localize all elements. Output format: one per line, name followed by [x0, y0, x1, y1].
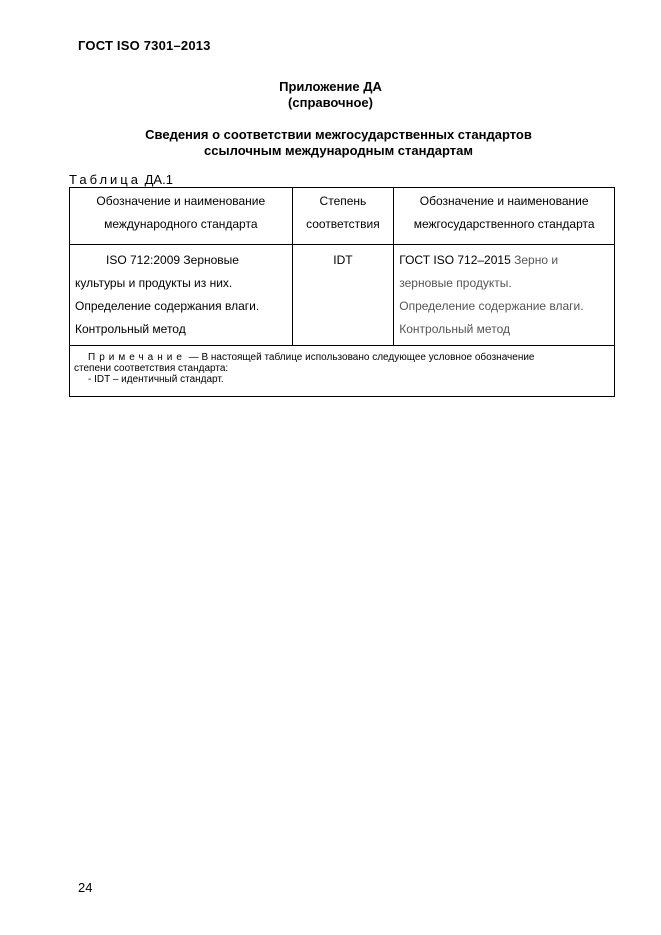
table-caption [69, 173, 173, 187]
interstate-standard-line: зерновые продукты. [399, 276, 512, 290]
note-text: — В настоящей таблице использовано следующее условное обозначение [185, 352, 535, 363]
international-standard-line: Контрольный метод [75, 322, 186, 336]
note-label: Примечание [88, 352, 186, 363]
section-title [0, 127, 661, 159]
table-caption-number: ДА.1 [144, 172, 173, 187]
header-degree-of-correspondence [292, 188, 394, 245]
table-header-row [70, 188, 615, 245]
interstate-standard-line: Контрольный метод [399, 322, 510, 336]
header-cell-line: межгосударственного стандарта [413, 217, 595, 231]
international-standard-cell [70, 245, 293, 346]
degree-cell [292, 245, 394, 346]
international-standard-line: Определение содержания влаги. [75, 299, 260, 313]
interstate-standard-code: ГОСТ ISO 712–2015 [399, 253, 511, 267]
interstate-standard-cell [394, 245, 615, 346]
table-note [70, 346, 615, 397]
note-text-continued: степени соответствия стандарта: [74, 363, 229, 374]
interstate-standard-line: Зерно и [514, 253, 559, 267]
header-cell-line: Степень [319, 194, 367, 208]
page-number: 24 [78, 880, 93, 895]
section-title-line-1: Сведения о соответствии межгосударственных стандартов [145, 127, 532, 142]
international-standard-line: культуры и продукты из них. [75, 276, 233, 290]
note-item: - IDT – идентичный стандарт. [88, 374, 224, 385]
header-international-standard [70, 188, 293, 245]
degree-value: IDT [333, 253, 353, 267]
table-caption-label: Таблица [69, 172, 141, 187]
section-title-line-2: ссылочным международным стандартам [204, 143, 473, 158]
document-code: ГОСТ ISO 7301–2013 [78, 38, 211, 53]
correspondence-table [69, 187, 615, 397]
header-cell-line: соответствия [306, 217, 380, 231]
header-cell-line: Обозначение и наименование [96, 194, 266, 208]
interstate-standard-line: Определение содержание влаги. [399, 299, 584, 313]
annex-subtitle: (справочное) [288, 95, 373, 110]
header-cell-line: международного стандарта [104, 217, 258, 231]
table-note-row [70, 346, 615, 397]
header-cell-line: Обозначение и наименование [419, 194, 589, 208]
header-interstate-standard [394, 188, 615, 245]
international-standard-line: ISO 712:2009 Зерновые [106, 253, 239, 267]
table-row [70, 245, 615, 346]
annex-title: Приложение ДА [279, 79, 382, 94]
